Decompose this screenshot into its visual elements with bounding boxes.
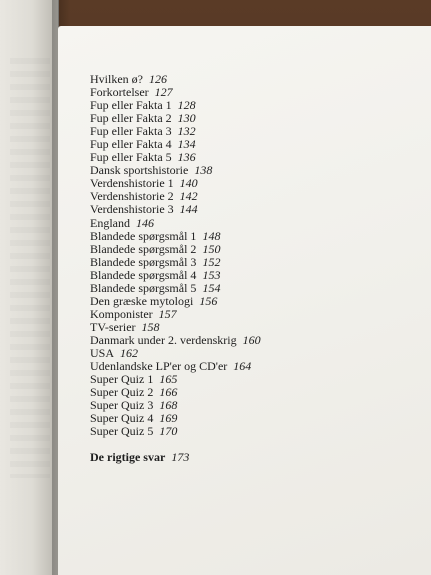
toc-entry-page-number: 144 (179, 202, 198, 217)
toc-entry-page-number: 148 (202, 228, 221, 243)
toc-entry-page-number: 138 (194, 163, 213, 178)
toc-entry-page-number: 158 (141, 319, 160, 334)
toc-entry-title: TV-serier (90, 319, 136, 334)
toc-entry-page-number: 165 (159, 372, 178, 387)
toc-entry-title: Verdenshistorie 3 (90, 202, 174, 217)
answers-title: De rigtige svar (90, 450, 166, 464)
left-page-bleed-through (10, 58, 50, 478)
toc-entry-title: Super Quiz 1 (90, 372, 154, 387)
toc-entry-title: Fup eller Fakta 5 (90, 150, 172, 165)
toc-entry-page-number: 136 (177, 150, 196, 165)
toc-entry-page-number: 130 (177, 111, 196, 126)
toc-entry-title: Danmark under 2. verdenskrig (90, 332, 237, 347)
toc-entry (90, 334, 261, 347)
toc-entry-page-number: 157 (158, 306, 177, 321)
toc-entry (90, 425, 261, 438)
toc-entry-title: Super Quiz 4 (90, 411, 154, 426)
toc-entry-page-number: 170 (159, 424, 178, 439)
toc-entry-title: USA (90, 345, 115, 360)
toc-entry-title: Blandede spørgsmål 1 (90, 228, 197, 243)
toc-entry-title: Den græske mytologi (90, 293, 194, 308)
toc-entry-page-number: 169 (159, 411, 178, 426)
toc-entry-page-number: 132 (177, 124, 196, 139)
toc-entry-title: Komponister (90, 306, 153, 321)
toc-entry-page-number: 128 (177, 98, 196, 113)
table-of-contents (90, 73, 261, 438)
toc-entry-title: Dansk sportshistorie (90, 163, 189, 178)
toc-entry-title: Fup eller Fakta 3 (90, 124, 172, 139)
toc-entry-title: Blandede spørgsmål 2 (90, 241, 197, 256)
toc-entry-page-number: 168 (159, 398, 178, 413)
toc-entry-page-number: 153 (202, 267, 221, 282)
toc-entry-page-number: 140 (179, 176, 198, 191)
toc-entry-title: Verdenshistorie 2 (90, 189, 174, 204)
right-page (58, 26, 431, 575)
left-page (0, 0, 59, 575)
toc-entry-page-number: 166 (159, 385, 178, 400)
toc-entry-title: Verdenshistorie 1 (90, 176, 174, 191)
toc-entry-page-number: 164 (233, 359, 252, 374)
answers-page-number: 173 (171, 450, 190, 464)
toc-entry-title: Fup eller Fakta 1 (90, 98, 172, 113)
toc-entry-page-number: 126 (149, 72, 167, 86)
toc-entry-page-number: 162 (120, 345, 139, 360)
toc-entry-title: Hvilken ø? (90, 72, 143, 86)
toc-entry-title: Blandede spørgsmål 3 (90, 254, 197, 269)
toc-entry-page-number: 160 (242, 332, 261, 347)
toc-entry-title: Blandede spørgsmål 4 (90, 267, 197, 282)
toc-entry-page-number: 146 (136, 215, 154, 230)
toc-entry-page-number: 127 (154, 85, 173, 100)
toc-entry-page-number: 150 (202, 241, 221, 256)
toc-entry-title: Super Quiz 2 (90, 385, 154, 400)
toc-entry-title: Blandede spørgsmål 5 (90, 280, 197, 295)
toc-entry-title: England (90, 215, 130, 230)
toc-entry-page-number: 156 (199, 293, 218, 308)
toc-entry-page-number: 154 (202, 280, 221, 295)
toc-entry-title: Forkortelser (90, 85, 149, 100)
toc-entry-title: Udenlandske LP'er og CD'er (90, 359, 228, 374)
toc-entry-title: Super Quiz 5 (90, 424, 154, 439)
toc-entry-title: Super Quiz 3 (90, 398, 154, 413)
toc-entry-title: Fup eller Fakta 2 (90, 111, 172, 126)
toc-entry-page-number: 134 (177, 137, 196, 152)
toc-entry-title: Fup eller Fakta 4 (90, 137, 172, 152)
toc-entry-page-number: 142 (179, 189, 198, 204)
answers-entry (90, 450, 189, 465)
toc-entry-page-number: 152 (202, 254, 221, 269)
